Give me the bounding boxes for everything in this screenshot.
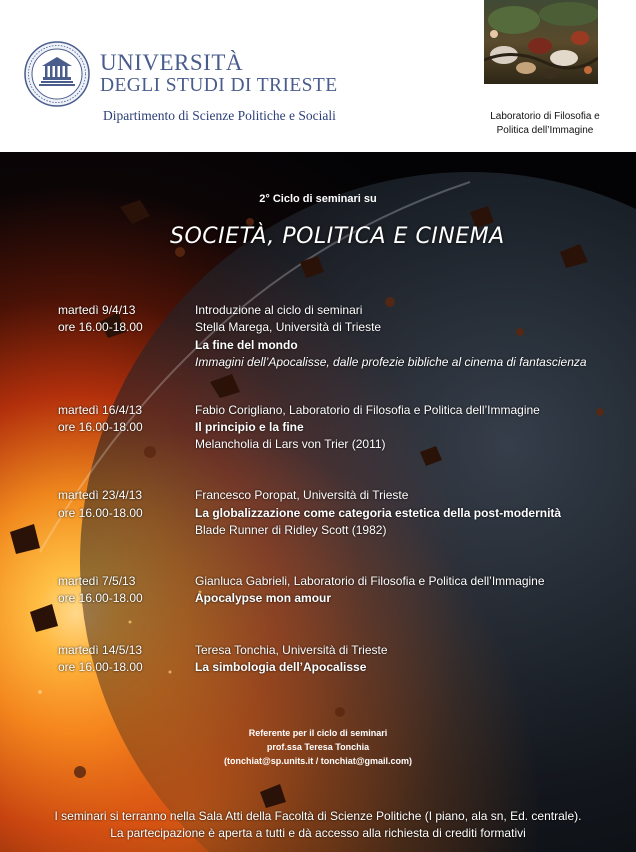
poster-title: SOCIETÀ, POLITICA E CINEMA — [170, 224, 505, 249]
seminar-4-talk-title: Apocalypse mon amour — [195, 591, 332, 605]
seminar-3-time: ore 16.00-18.00 — [58, 506, 143, 520]
poster — [0, 152, 636, 852]
seminar-3-talk-title: La globalizzazione come categoria estetica della post-modernità — [195, 506, 562, 520]
seminar-3-speaker: Francesco Poropat, Università di Trieste — [195, 488, 409, 502]
seminar-3-film-title: Blade Runner — [195, 523, 269, 537]
seminar-2-film — [195, 436, 386, 452]
seminar-1-intro: Introduzione al ciclo di seminari — [195, 303, 363, 317]
university-name-line1: UNIVERSITÀ — [100, 50, 243, 75]
seminar-5-time: ore 16.00-18.00 — [58, 660, 143, 674]
seminar-5-speaker: Teresa Tonchia, Università di Trieste — [195, 643, 388, 657]
seminar-3-film — [195, 522, 386, 538]
footer-location: I seminari si terranno nella Sala Atti della Facoltà di Scienze Politiche (I piano, ala sn, Ed. centrale). — [54, 809, 582, 823]
seminar-2-date: martedì 16/4/13 — [58, 403, 143, 417]
seminar-4-time: ore 16.00-18.00 — [58, 591, 143, 605]
contact-name: prof.ssa Teresa Tonchia — [266, 742, 370, 752]
renaissance-painting-image — [484, 0, 598, 84]
seminar-3-date: martedì 23/4/13 — [58, 488, 143, 502]
footer-participation: La partecipazione è aperta a tutti e dà accesso alla richiesta di crediti formativi — [110, 826, 526, 840]
department-name: Dipartimento di Scienze Politiche e Sociali — [103, 108, 336, 123]
seminar-1-date: martedì 9/4/13 — [58, 303, 136, 317]
seminar-1-talk-title: La fine del mondo — [195, 338, 298, 352]
seminar-5-talk-title: La simbologia dell’Apocalisse — [195, 660, 367, 674]
lab-name-line2: Politica dell’Immagine — [496, 125, 594, 136]
seminar-1-time: ore 16.00-18.00 — [58, 320, 143, 334]
contact-emails: (tonchiat@sp.units.it / tonchiat@gmail.com) — [223, 756, 413, 766]
university-seal-icon — [24, 41, 90, 107]
contact-label: Referente per il ciclo di seminari — [248, 728, 388, 738]
seminar-2-film-title: Melancholia — [195, 437, 260, 451]
seminar-4-speaker: Gianluca Gabrieli, Laboratorio di Filosofia e Politica dell’Immagine — [195, 574, 545, 588]
seminar-5-date: martedì 14/5/13 — [58, 643, 143, 657]
seminar-2-time: ore 16.00-18.00 — [58, 420, 143, 434]
header — [0, 0, 636, 152]
poster-content — [0, 152, 636, 852]
seminar-1-speaker: Stella Marega, Università di Trieste — [195, 320, 382, 334]
seminar-4-date: martedì 7/5/13 — [58, 574, 136, 588]
seminar-2-talk-title: Il principio e la fine — [195, 420, 304, 434]
cycle-heading: 2° Ciclo di seminari su — [259, 193, 377, 205]
lab-name — [480, 110, 610, 138]
seminar-2-speaker: Fabio Corigliano, Laboratorio di Filosofia e Politica dell’Immagine — [195, 403, 540, 417]
lab-name-line1: Laboratorio di Filosofia e — [490, 111, 600, 122]
seminar-2-film-credit: di Lars von Trier (2011) — [259, 437, 386, 451]
seminar-1-subtitle: Immagini dell’Apocalisse, dalle profezie bibliche al cinema di fantascienza — [195, 355, 587, 369]
university-name-line2: DEGLI STUDI DI TRIESTE — [100, 75, 338, 96]
seminar-3-film-credit: di Ridley Scott (1982) — [268, 523, 387, 537]
